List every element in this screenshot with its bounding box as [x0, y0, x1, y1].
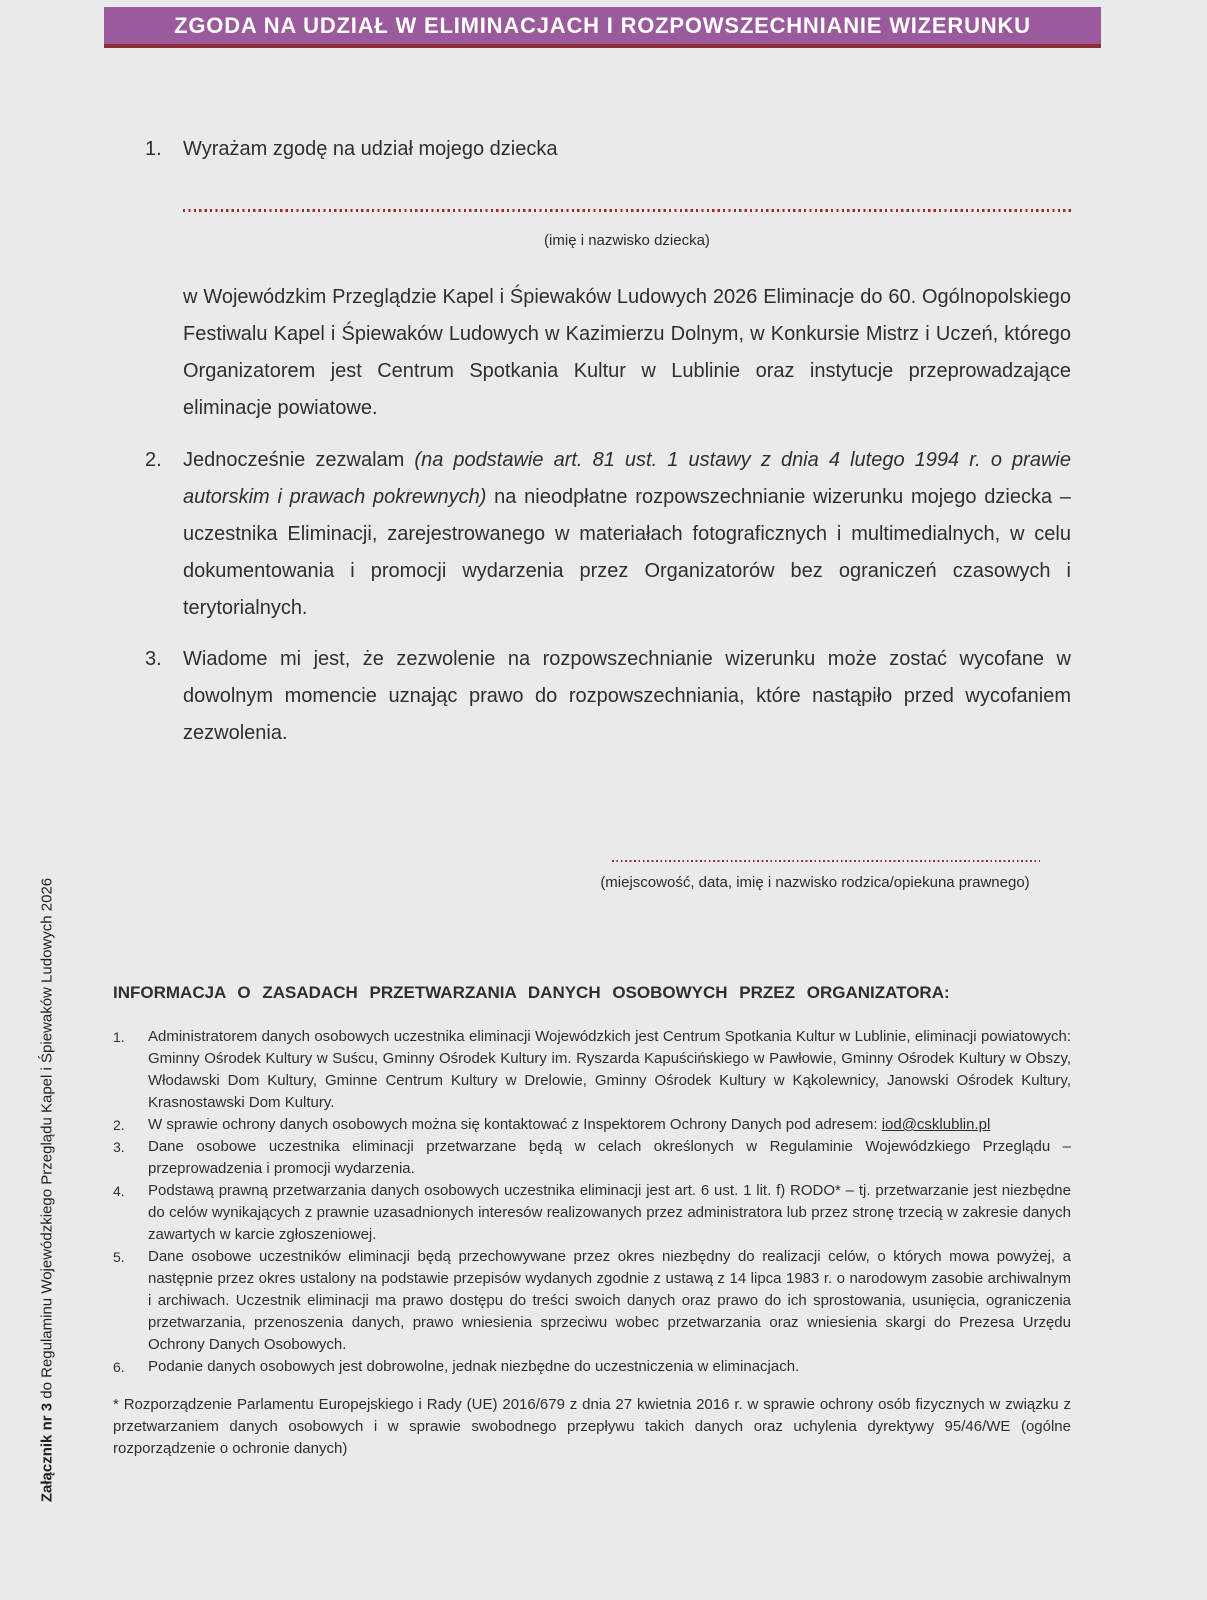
document-title-bar: [104, 7, 1101, 48]
consent-item-1-number: 1.: [145, 138, 162, 160]
rodo-item-4-number: 4.: [113, 1183, 125, 1199]
rodo-list: [113, 1026, 1071, 1378]
rodo-item-1-text: Administratorem danych osobowych uczestnika eliminacji Wojewódzkich jest Centrum Spotkania Kultur w Lublinie, eliminacji powiatowych: Gminny Ośrodek Kultury w Suścu, Gminny Ośrodek Kultury im. Ryszarda Kapuścińskiego w Pawłowie, Gminny Ośrodek Kultury w Obszy, Włodawski Dom Kultury, Gminne Centrum Kultury w Drelowie, Gminny Ośrodek Kultury w Kąkolewnicy, Janowski Ośrodek Kultury, Krasnostawski Dom Kultury.: [148, 1028, 1071, 1111]
rodo-heading: INFORMACJA O ZASADACH PRZETWARZANIA DANYCH OSOBOWYCH PRZEZ ORGANIZATORA:: [113, 983, 950, 1002]
consent-item-1-intro: Wyrażam zgodę na udział mojego dziecka: [183, 138, 558, 160]
rodo-item-6: [113, 1356, 1071, 1378]
rodo-item-2-prefix: W sprawie ochrony danych osobowych można się kontaktować z Inspektorem Ochrony Danych pod adresem:: [148, 1116, 882, 1133]
rodo-item-3: [113, 1136, 1071, 1180]
consent-item-3-body: Wiadome mi jest, że zezwolenie na rozpowszechnianie wizerunku może zostać wycofane w dowolnym momencie uznając prawo do rozpowszechniania, które nastąpiło przed wycofaniem zezwolenia.: [183, 648, 1071, 744]
rodo-item-5-text: Dane osobowe uczestników eliminacji będą przechowywane przez okres niezbędny do realizacji celów, o których mowa powyżej, a następnie przez okres ustalony na podstawie przepisów wydanych zgodnie z ustawą z 14 lipca 1983 r. o narodowym zasobie archiwalnym i archiwach. Uczestnik eliminacji ma prawo dostępu do treści swoich danych oraz prawo do ich sprostowania, usunięcia, ograniczenia przetwarzania, przenoszenia danych, prawo wniesienia sprzeciwu wobec przetwarzania oraz wniesienia skargi do Prezesa Urzędu Ochrony Danych Osobowych.: [148, 1248, 1071, 1353]
consent-item-2-body: [183, 442, 1071, 627]
rodo-item-2-number: 2.: [113, 1117, 125, 1133]
consent-item-2-legal-basis: (na podstawie art. 81 ust. 1 ustawy z dnia 4 lutego 1994 r. o prawie autorskim i prawach pokrewnych): [183, 449, 1071, 508]
rodo-item-2-text: [148, 1114, 1071, 1136]
consent-item-1: [145, 131, 1071, 168]
consent-item-2-post: na nieodpłatne rozpowszechnianie wizerunku mojego dziecka – uczestnika Eliminacji, zarejestrowanego w materiałach fotograficznych i multimedialnych, w celu dokumentowania i promocji wydarzenia przez Organizatorów bez ograniczeń czasowych i terytorialnych.: [183, 486, 1071, 619]
consent-item-1-body: w Wojewódzkim Przeglądzie Kapel i Śpiewaków Ludowych 2026 Eliminacje do 60. Ogólnopolskiego Festiwalu Kapel i Śpiewaków Ludowych w Kazimierzu Dolnym, w Konkursie Mistrz i Uczeń, którego Organizatorem jest Centrum Spotkania Kultur w Lublinie oraz instytucje przeprowadzające eliminacje powiatowe.: [183, 286, 1071, 419]
attachment-number: Załącznik nr 3: [38, 1402, 56, 1503]
rodo-item-2: [113, 1114, 1071, 1136]
rodo-item-6-number: 6.: [113, 1359, 125, 1375]
rodo-item-4: [113, 1180, 1071, 1246]
rodo-item-1-number: 1.: [113, 1029, 125, 1045]
rodo-footnote: * Rozporządzenie Parlamentu Europejskiego i Rady (UE) 2016/679 z dnia 27 kwietnia 2016 r. w sprawie ochrony osób fizycznych w związku z przetwarzaniem danych osobowych i w sprawie swobodnego przepływu takich danych oraz uchylenia dyrektywy 95/46/WE (ogólne rozporządzenie o ochronie danych): [113, 1396, 1071, 1457]
rodo-item-5: [113, 1246, 1071, 1356]
signature-field-line: [612, 860, 1040, 862]
signature-field-caption: (miejscowość, data, imię i nazwisko rodzica/opiekuna prawnego): [600, 874, 1030, 891]
rodo-item-6-text: Podanie danych osobowych jest dobrowolne, jednak niezbędne do uczestniczenia w eliminacjach.: [148, 1358, 800, 1375]
consent-item-2-pre: Jednocześnie zezwalam: [183, 449, 415, 471]
consent-item-3: [145, 641, 1071, 752]
consent-item-2-number: 2.: [145, 449, 162, 471]
consent-item-3-number: 3.: [145, 648, 162, 670]
rodo-item-4-text: Podstawą prawną przetwarzania danych osobowych uczestnika eliminacji jest art. 6 ust. 1 lit. f) RODO* – tj. przetwarzanie jest niezbędne do celów wynikających z prawnie uzasadnionych interesów realizowanych przez administratora lub przez stronę trzecią w zakresie danych zawartych w karcie zgłoszeniowej.: [148, 1182, 1071, 1243]
consent-item-1-body-spacer: [145, 279, 183, 427]
attachment-side-note: [39, 878, 56, 1502]
child-name-field-caption: (imię i nazwisko dziecka): [544, 232, 710, 249]
consent-item-2: [145, 442, 1071, 627]
child-name-field-line: [183, 209, 1071, 212]
attachment-regulation: do Regulaminu Wojewódzkiego Przeglądu Kapel i Śpiewaków Ludowych 2026: [38, 877, 56, 1403]
rodo-item-1: [113, 1026, 1071, 1114]
consent-item-1-body-row: [145, 279, 1071, 427]
rodo-item-5-number: 5.: [113, 1249, 125, 1265]
rodo-item-3-text: Dane osobowe uczestnika eliminacji przetwarzane będą w celach określonych w Regulaminie Wojewódzkiego Przeglądu – przeprowadzenia i promocji wydarzenia.: [148, 1138, 1071, 1177]
document-title: ZGODA NA UDZIAŁ W ELIMINACJACH I ROZPOWSZECHNIANIE WIZERUNKU: [174, 12, 1031, 38]
iod-email-link[interactable]: iod@csklublin.pl: [881, 1116, 991, 1133]
rodo-item-3-number: 3.: [113, 1139, 125, 1155]
